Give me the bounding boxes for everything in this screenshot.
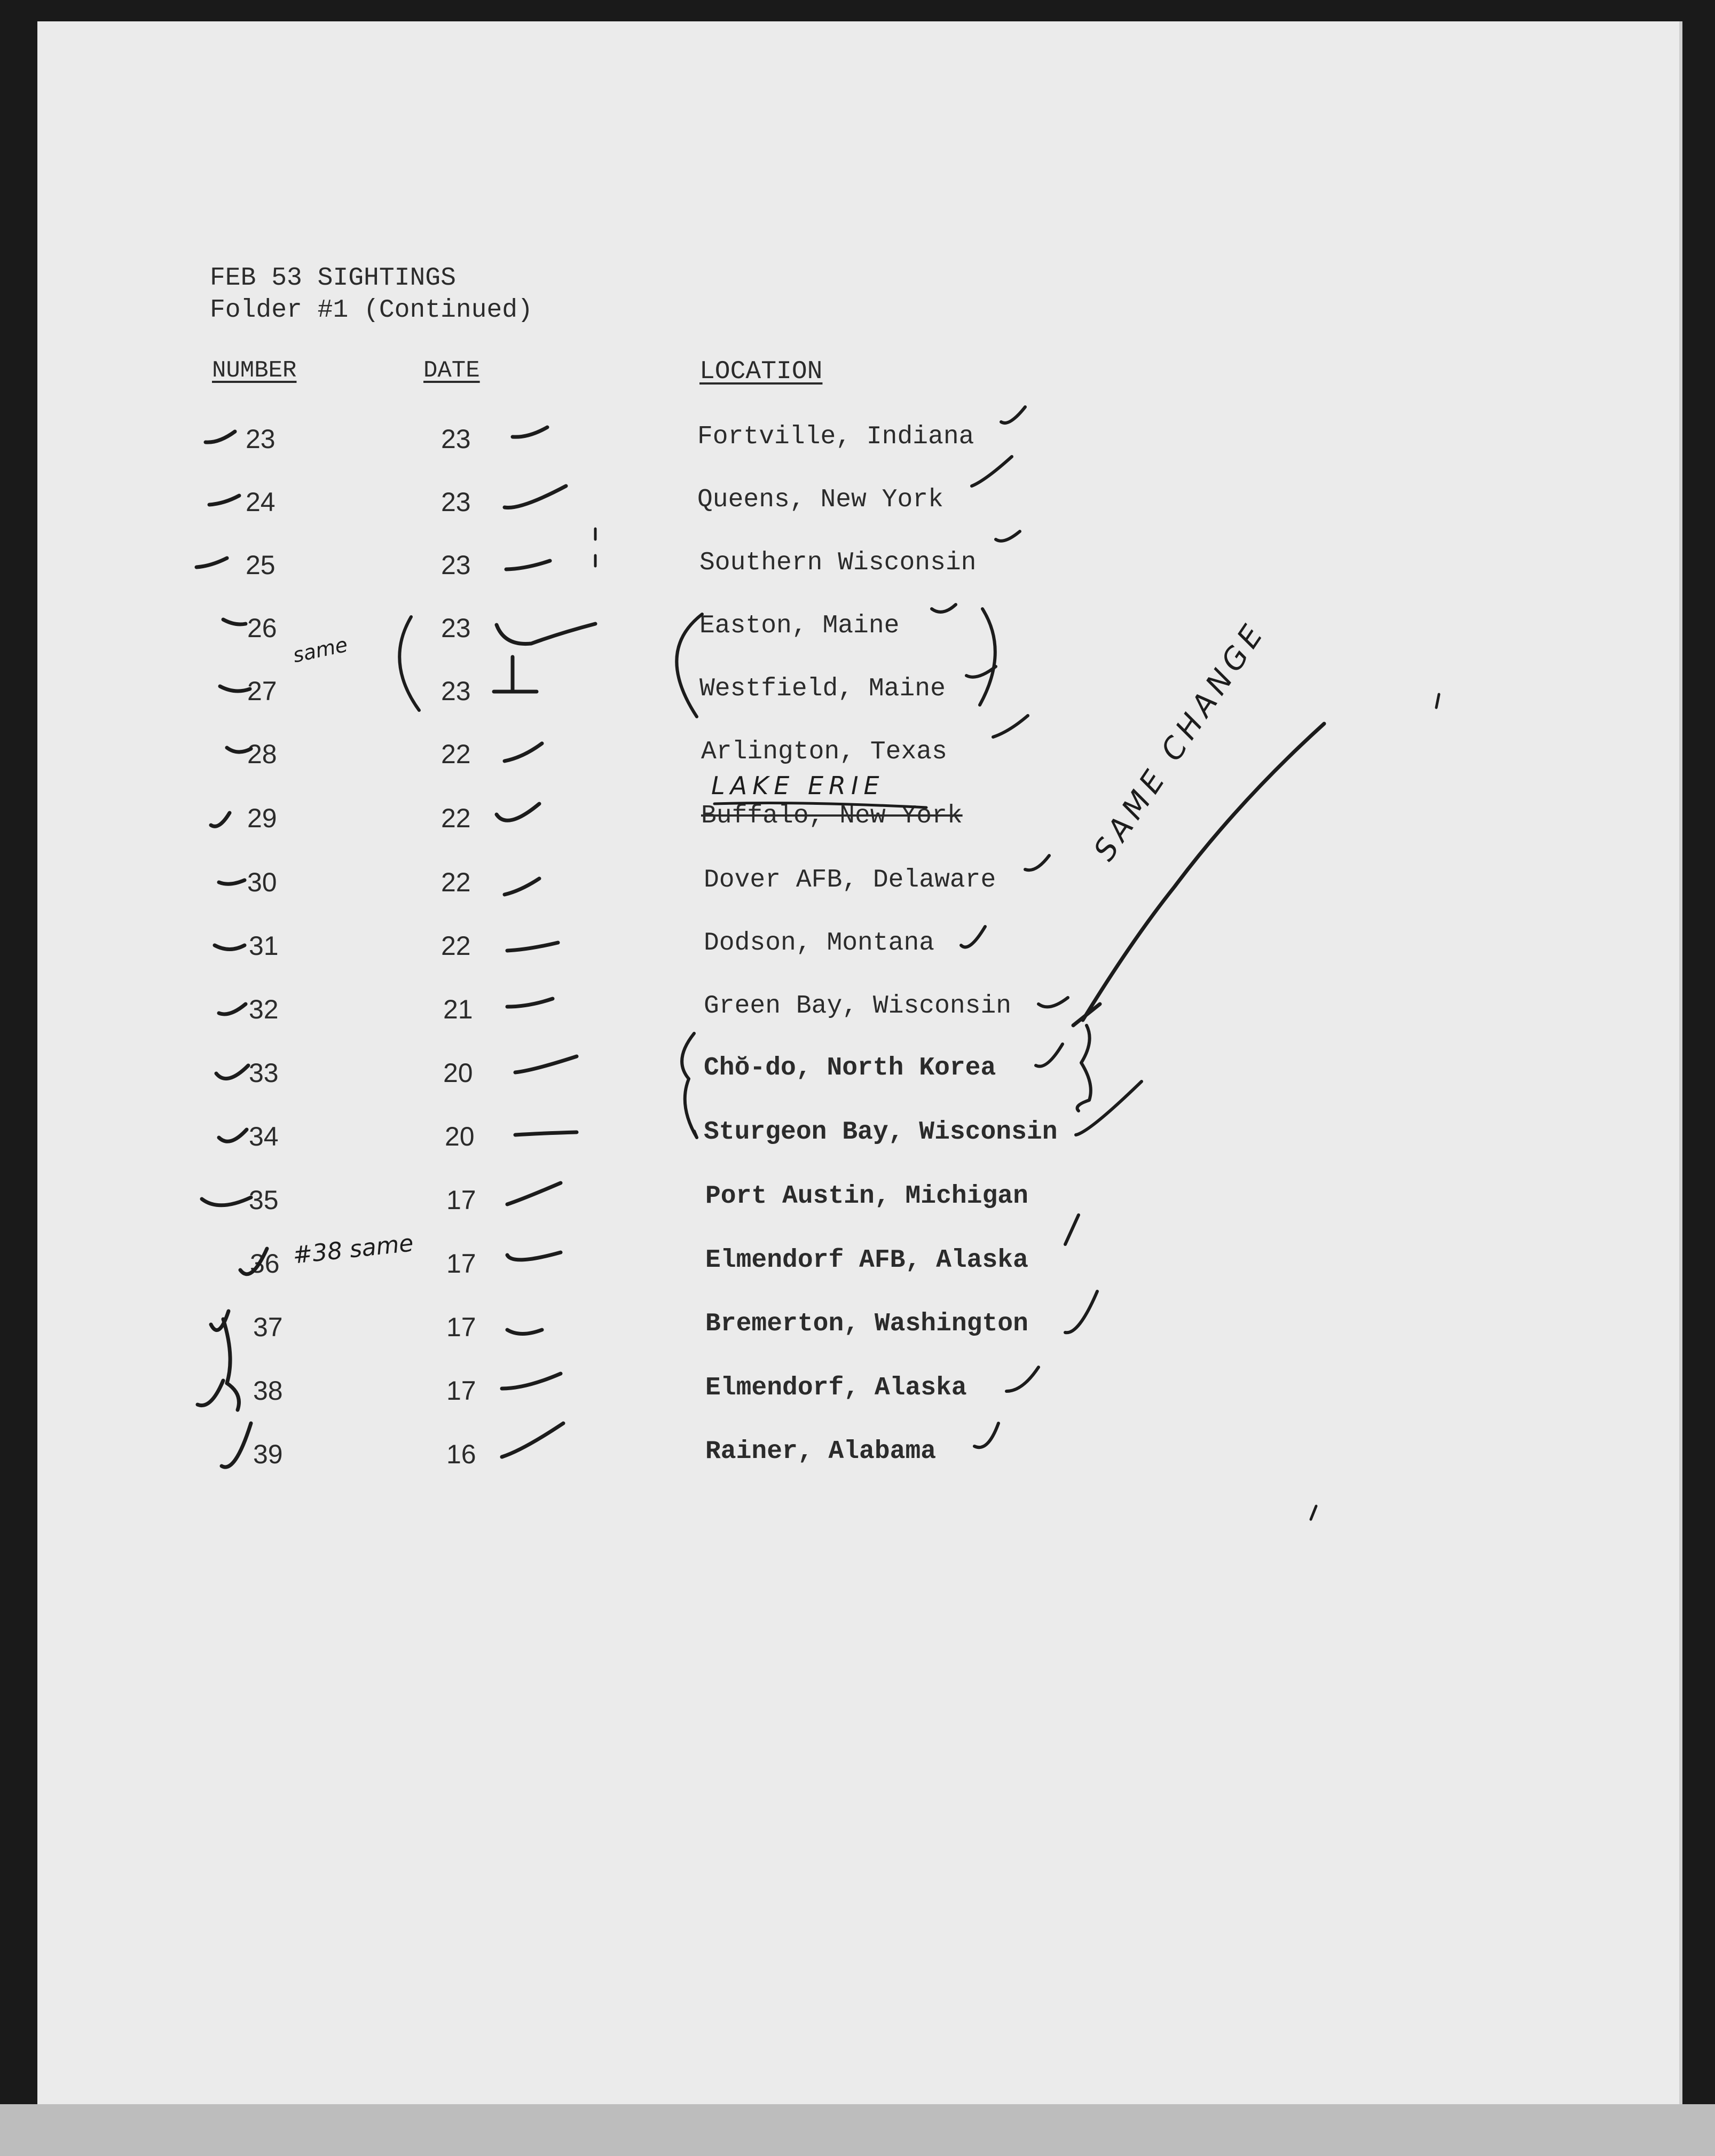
row-location: Green Bay, Wisconsin <box>704 992 1012 1021</box>
row-number: 26 <box>247 613 277 643</box>
row-number: 33 <box>249 1058 279 1088</box>
row-location: Fortville, Indiana <box>697 422 974 451</box>
row-number: 36 <box>250 1249 280 1279</box>
row-date: 22 <box>441 803 471 833</box>
row-date: 23 <box>441 550 471 580</box>
row-number: 37 <box>253 1312 283 1342</box>
check-icon <box>494 427 595 1457</box>
column-header-date: DATE <box>423 357 480 384</box>
row-date: 23 <box>441 613 471 643</box>
row-number: 27 <box>247 676 277 706</box>
check-icon <box>196 432 267 1467</box>
stray-mark <box>595 529 1439 1519</box>
row-location: Port Austin, Michigan <box>705 1182 1028 1211</box>
row-number: 29 <box>247 803 277 833</box>
row-location: Dover AFB, Delaware <box>704 866 996 895</box>
column-header-location: LOCATION <box>699 357 823 386</box>
row-location: Southern Wisconsin <box>699 548 977 577</box>
handwritten-diagonal-note: SAME CHANGE <box>1087 615 1273 867</box>
document-subtitle: Folder #1 (Continued) <box>210 296 533 325</box>
row-date: 23 <box>441 424 471 454</box>
row-location: Rainer, Alabama <box>705 1437 937 1466</box>
row-date: 17 <box>446 1312 476 1342</box>
row-date: 20 <box>445 1122 475 1151</box>
row-location: Sturgeon Bay, Wisconsin <box>704 1118 1058 1147</box>
row-date: 22 <box>441 739 471 769</box>
row-number: 30 <box>247 867 277 897</box>
row-location: Westfield, Maine <box>699 675 946 703</box>
row-date: 17 <box>446 1185 476 1215</box>
row-number: 38 <box>253 1376 283 1406</box>
handwritten-correction-lake-erie: LAKE ERIE <box>711 771 885 800</box>
row-date: 22 <box>441 931 471 961</box>
row-number: 31 <box>249 931 279 961</box>
row-location: Dodson, Montana <box>704 929 935 958</box>
diagonal-arrow-mark <box>1073 724 1324 1025</box>
row-location: Bremerton, Washington <box>705 1310 1028 1338</box>
row-location: Chŏ-do, North Korea <box>704 1054 996 1083</box>
row-number: 32 <box>249 994 279 1024</box>
row-number: 28 <box>247 739 277 769</box>
row-number: 35 <box>249 1185 279 1215</box>
row-location: Elmendorf, Alaska <box>705 1374 967 1402</box>
handwritten-note-38-same: #38 same <box>291 1229 415 1269</box>
row-date: 16 <box>446 1439 476 1469</box>
bracket-mark <box>399 609 1091 1138</box>
row-number: 24 <box>246 487 276 517</box>
row-date: 17 <box>446 1249 476 1279</box>
check-icon <box>932 407 1142 1447</box>
row-date: 21 <box>443 994 473 1024</box>
column-header-number: NUMBER <box>212 357 297 384</box>
row-location: Elmendorf AFB, Alaska <box>705 1246 1028 1275</box>
row-date: 23 <box>441 487 471 517</box>
row-location: Queens, New York <box>697 485 943 514</box>
row-location-struck: Buffalo, New York <box>701 802 963 830</box>
row-number: 25 <box>246 550 276 580</box>
row-date: 17 <box>446 1376 476 1406</box>
row-number: 39 <box>253 1439 283 1469</box>
document-title: FEB 53 SIGHTINGS <box>210 264 456 293</box>
correction-underline <box>714 803 926 807</box>
row-number: 34 <box>249 1122 279 1151</box>
row-location: Easton, Maine <box>699 611 900 640</box>
row-date: 23 <box>441 676 471 706</box>
row-number: 23 <box>246 424 276 454</box>
row-date: 20 <box>443 1058 473 1088</box>
row-date: 22 <box>441 867 471 897</box>
handwritten-note-same: same <box>290 632 350 668</box>
row-location: Arlington, Texas <box>701 738 947 766</box>
